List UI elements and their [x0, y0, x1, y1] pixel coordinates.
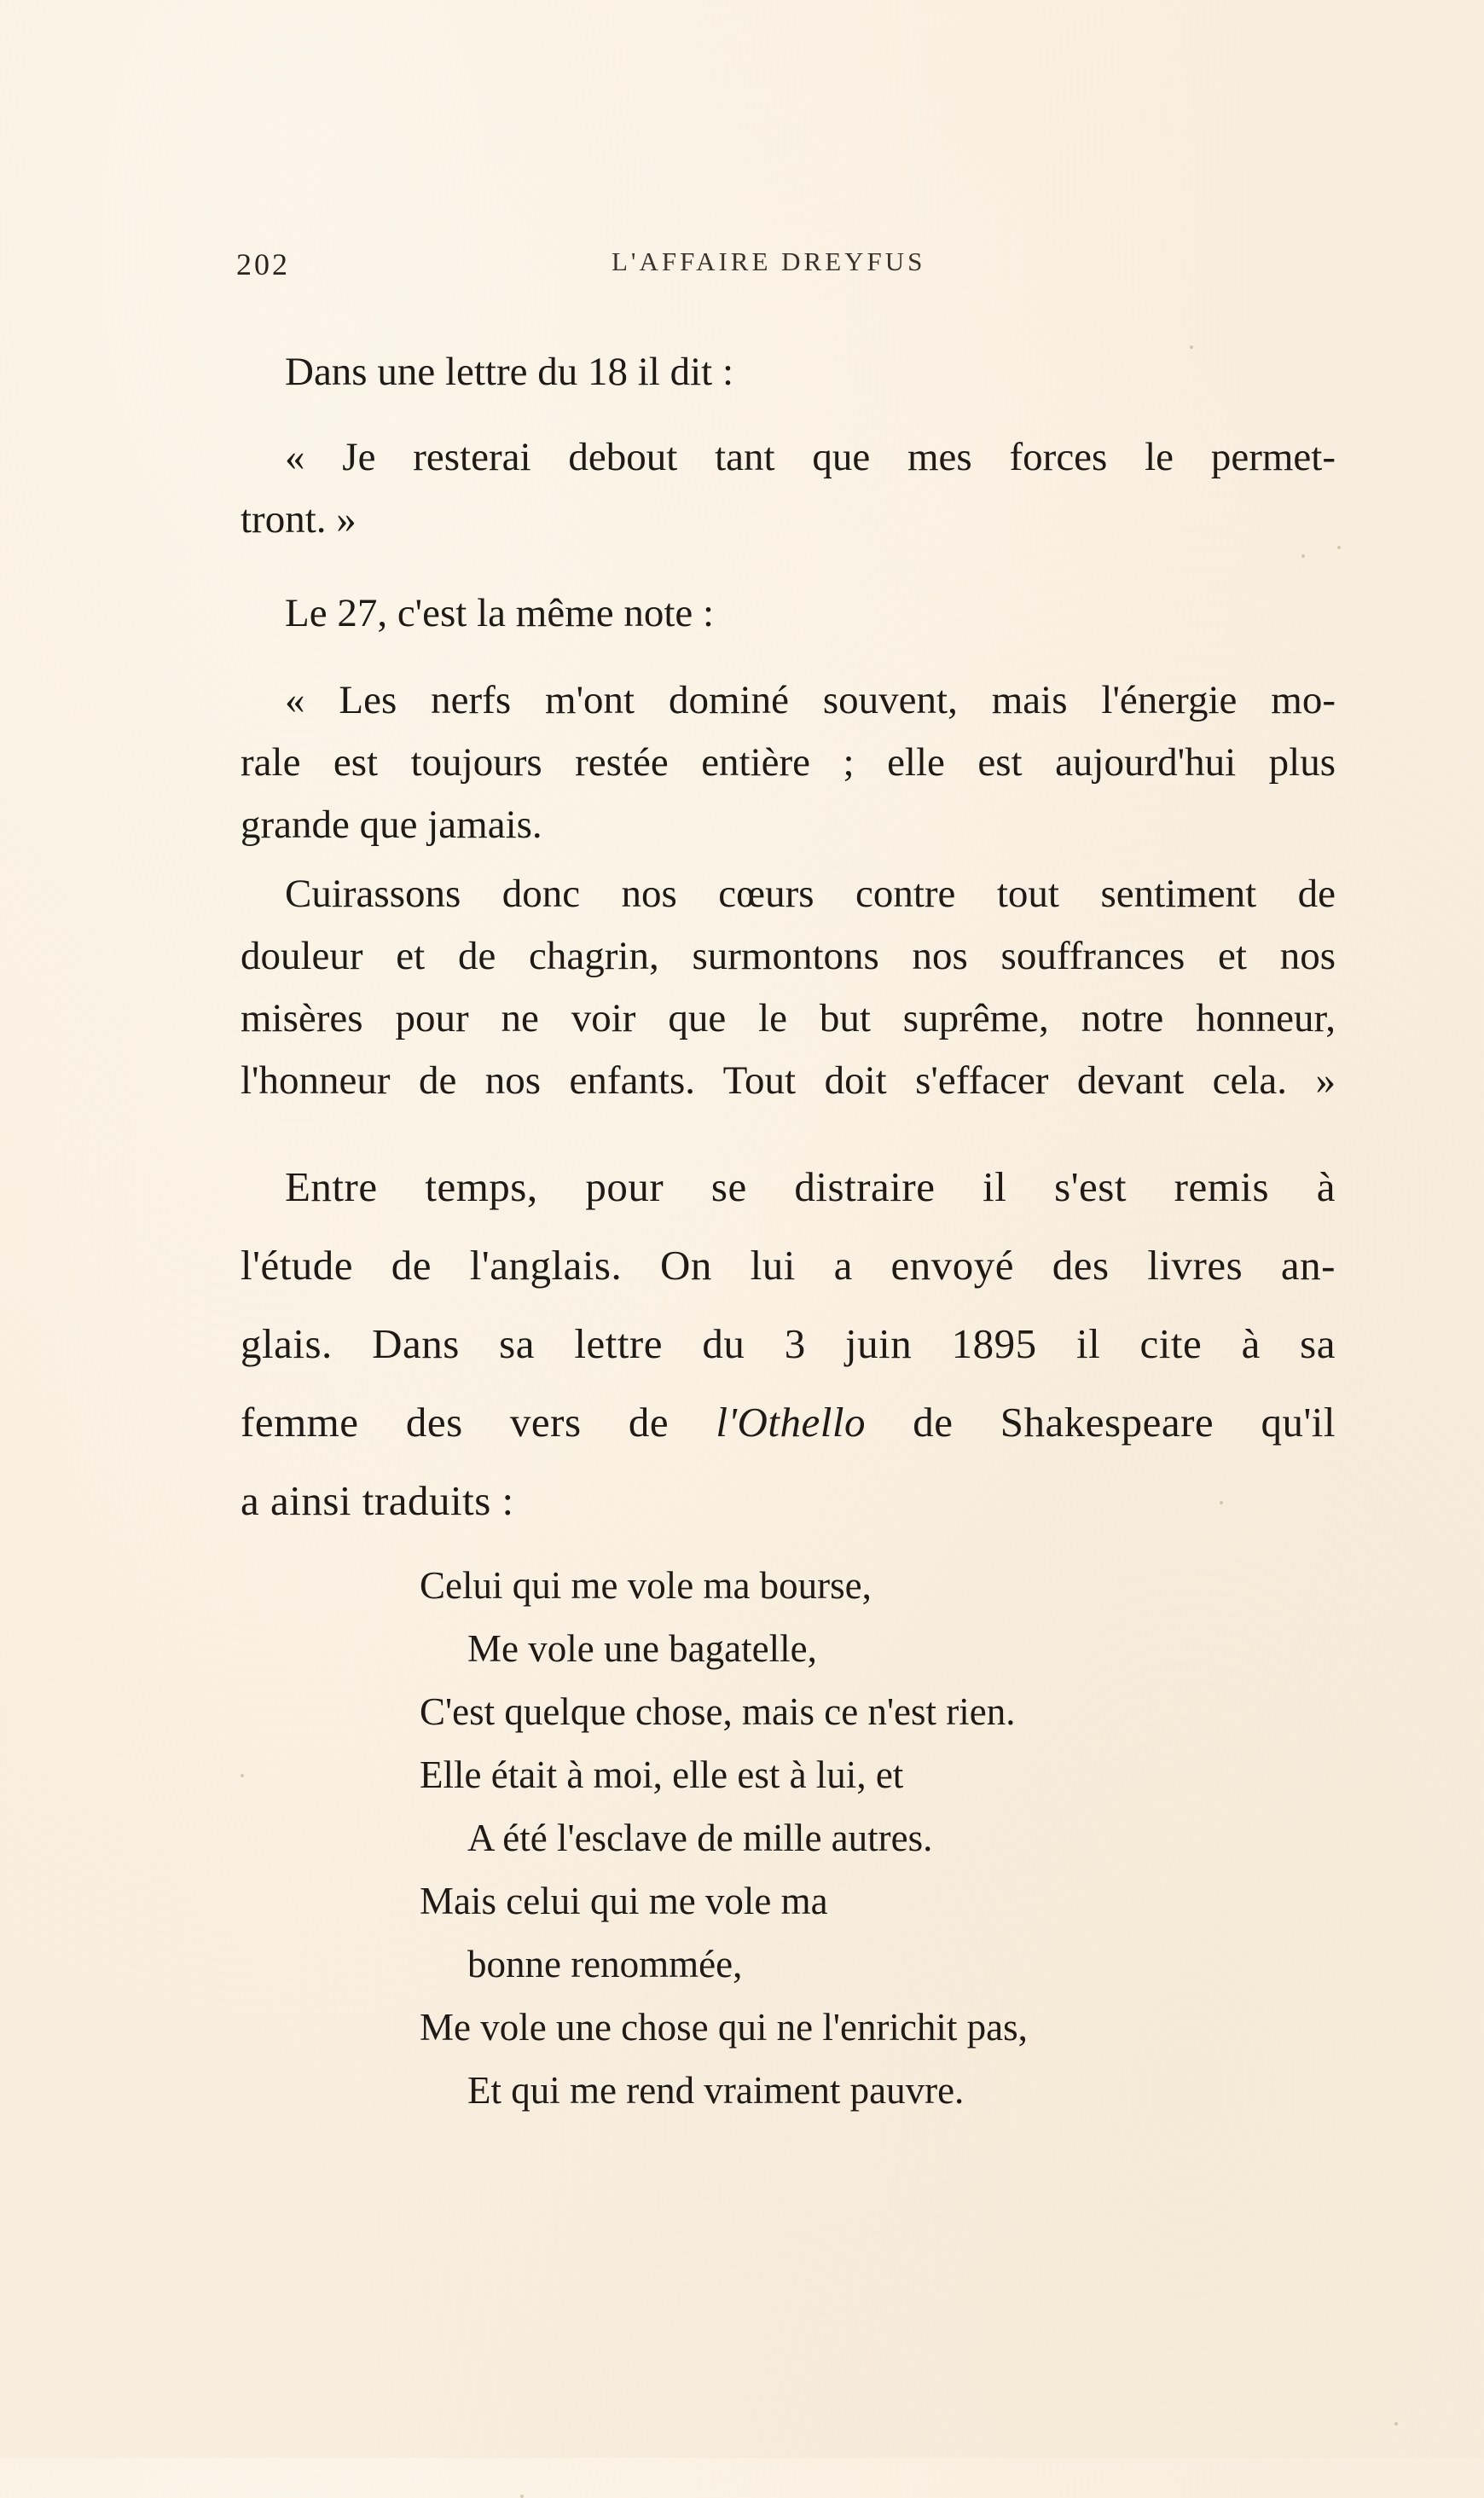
- text-line: « Je resterai debout tant que mes forces le permet-: [285, 435, 1336, 479]
- text-line: l'honneur de nos enfants. Tout doit s'effacer devant cela. »: [241, 1058, 1336, 1103]
- text-line: tront. »: [241, 497, 357, 542]
- text-line: rale est toujours restée entière ; elle est aujourd'hui plus: [241, 740, 1336, 785]
- verse-line: Elle était à moi, elle est à lui, et: [420, 1753, 904, 1796]
- text-line: Dans une lettre du 18 il dit :: [285, 350, 734, 394]
- verse-line: Me vole une bagatelle,: [467, 1627, 817, 1670]
- text-line: grande que jamais.: [241, 803, 542, 847]
- paragraph-quote-18: [241, 426, 1336, 551]
- text-line: Cuirassons donc nos cœurs contre tout sentiment de: [285, 872, 1336, 916]
- verse-line: Celui qui me vole ma bourse,: [420, 1564, 872, 1607]
- text-line-othello: [241, 1383, 1336, 1462]
- verse-line: bonne renommée,: [467, 1943, 743, 1985]
- running-head: [236, 245, 1336, 279]
- verse-line: Me vole une chose qui ne l'enrichit pas,: [420, 2006, 1028, 2049]
- paragraph-intro-27: [241, 582, 1336, 645]
- text-run: de Shakespeare qu'il: [865, 1399, 1336, 1446]
- text-run: femme des vers de: [241, 1399, 716, 1446]
- paragraph-quote-27b: [241, 863, 1336, 1112]
- paragraph-intro-18: [241, 341, 1336, 403]
- text-line: Entre temps, pour se distraire il s'est remis à: [285, 1163, 1336, 1210]
- text-line: Le 27, c'est la même note :: [285, 591, 715, 635]
- text-line: « Les nerfs m'ont dominé souvent, mais l'énergie mo-: [285, 678, 1336, 722]
- paragraph-quote-27a: [241, 669, 1336, 856]
- verse-line: C'est quelque chose, mais ce n'est rien.: [420, 1690, 1016, 1733]
- page-number: 202: [236, 247, 290, 281]
- verse-line: A été l'esclave de mille autres.: [467, 1817, 933, 1859]
- text-line: glais. Dans sa lettre du 3 juin 1895 il cite à sa: [241, 1320, 1336, 1367]
- running-title: L'AFFAIRE DREYFUS: [612, 246, 926, 276]
- text-line: l'étude de l'anglais. On lui a envoyé des livres an-: [241, 1242, 1336, 1289]
- verse-line: Mais celui qui me vole ma: [420, 1880, 828, 1922]
- verse-line: Et qui me rend vraiment pauvre.: [467, 2069, 965, 2112]
- translated-verses: [420, 1554, 1272, 2122]
- work-title-othello: l'Othello: [716, 1399, 866, 1446]
- text-line: a ainsi traduits :: [241, 1477, 514, 1524]
- text-line: douleur et de chagrin, surmontons nos souffrances et nos: [241, 934, 1336, 978]
- text-line: misères pour ne voir que le but suprême, notre honneur,: [241, 996, 1336, 1040]
- paragraph-entre-temps: [241, 1148, 1336, 1540]
